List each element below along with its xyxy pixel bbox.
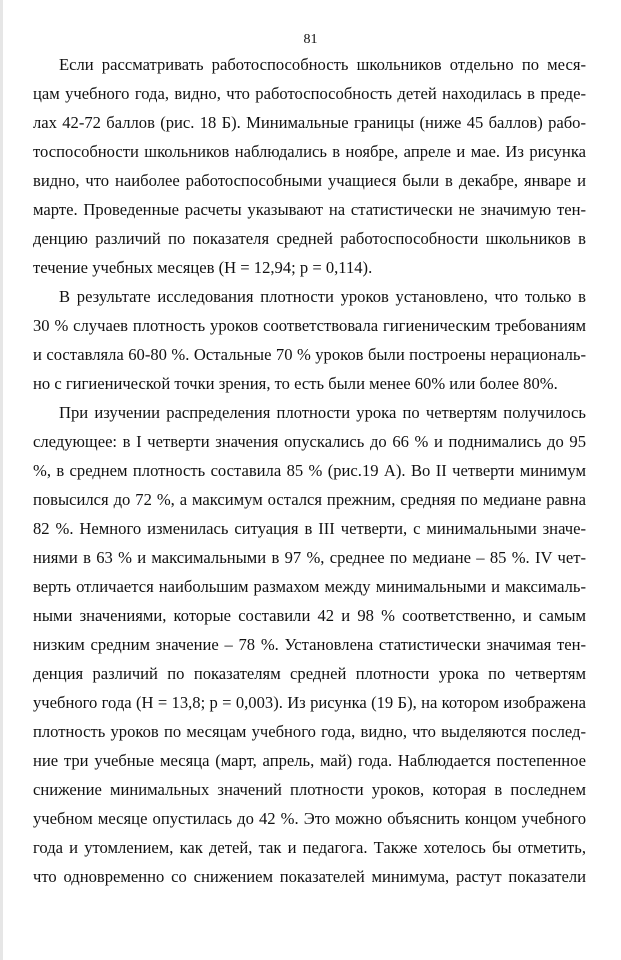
- text-line: цам учебного года, видно, что работоспособность детей находилась в преде-: [33, 84, 586, 103]
- text-line: повысился до 72 %, а максимум остался прежним, средняя по медиане равна: [33, 490, 586, 509]
- text-line: марте. Проведенные расчеты указывают на статистически не значимую тен-: [33, 200, 586, 219]
- text-line: но с гигиенической точки зрения, то есть были менее 60% или более 80%.: [33, 374, 558, 393]
- document-body: [33, 50, 586, 891]
- text-line: лах 42-72 баллов (рис. 18 Б). Минимальные границы (ниже 45 баллов) рабо-: [33, 113, 586, 132]
- text-line: учебного года (Н = 13,8; р = 0,003). Из рисунка (19 Б), на котором изображена: [33, 693, 586, 712]
- text-line: ние три учебные месяца (март, апрель, май) года. Наблюдается постепенное: [33, 751, 586, 770]
- text-line: учебном месяце опустилась до 42 %. Это можно объяснить концом учебного: [33, 809, 586, 828]
- text-line: 82 %. Немного изменилась ситуация в III четверти, с минимальными значе-: [33, 519, 586, 538]
- text-line: Если рассматривать работоспособность школьников отдельно по меся-: [59, 55, 586, 74]
- scan-edge: [0, 0, 3, 960]
- text-line: следующее: в I четверти значения опускались до 66 % и поднимались до 95: [33, 432, 586, 451]
- paragraph-1: [33, 50, 586, 282]
- text-line: ными значениями, которые составили 42 и 98 % соответственно, и самым: [33, 606, 586, 625]
- text-line: денцию различий по показателя средней работоспособности школьников в: [33, 229, 586, 248]
- text-line: года и утомлением, как детей, так и педагога. Также хотелось бы отметить,: [33, 838, 586, 857]
- text-line: что одновременно со снижением показателей минимума, растут показатели: [33, 867, 586, 886]
- paragraph-2: [33, 282, 586, 398]
- paragraph-3: [33, 398, 586, 891]
- page-number: 81: [303, 32, 318, 47]
- text-line: ниями в 63 % и максимальными в 97 %, среднее по медиане – 85 %. IV чет-: [33, 548, 586, 567]
- text-line: В результате исследования плотности уроков установлено, что только в: [59, 287, 586, 306]
- text-line: денция различий по показателям средней плотности урока по четвертям: [33, 664, 586, 683]
- text-line: 30 % случаев плотность уроков соответствовала гигиеническим требованиям: [33, 316, 586, 335]
- text-line: тоспособности школьников наблюдались в ноябре, апреле и мае. Из рисунка: [33, 142, 586, 161]
- text-line: верть отличается наибольшим размахом между минимальными и максималь-: [33, 577, 586, 596]
- text-line: видно, что наиболее работоспособными учащиеся были в декабре, январе и: [33, 171, 586, 190]
- text-line: плотность уроков по месяцам учебного года, видно, что выделяются послед-: [33, 722, 586, 741]
- text-line: низким средним значение – 78 %. Установлена статистически значимая тен-: [33, 635, 586, 654]
- text-line: и составляла 60-80 %. Остальные 70 % уроков были построены нерациональ-: [33, 345, 586, 364]
- text-line: При изучении распределения плотности урока по четвертям получилось: [59, 403, 586, 422]
- text-line: течение учебных месяцев (Н = 12,94; р = 0,114).: [33, 258, 373, 277]
- text-line: %, в среднем плотность составила 85 % (рис.19 А). Во II четверти минимум: [33, 461, 586, 480]
- text-line: снижение минимальных значений плотности уроков, которая в последнем: [33, 780, 586, 799]
